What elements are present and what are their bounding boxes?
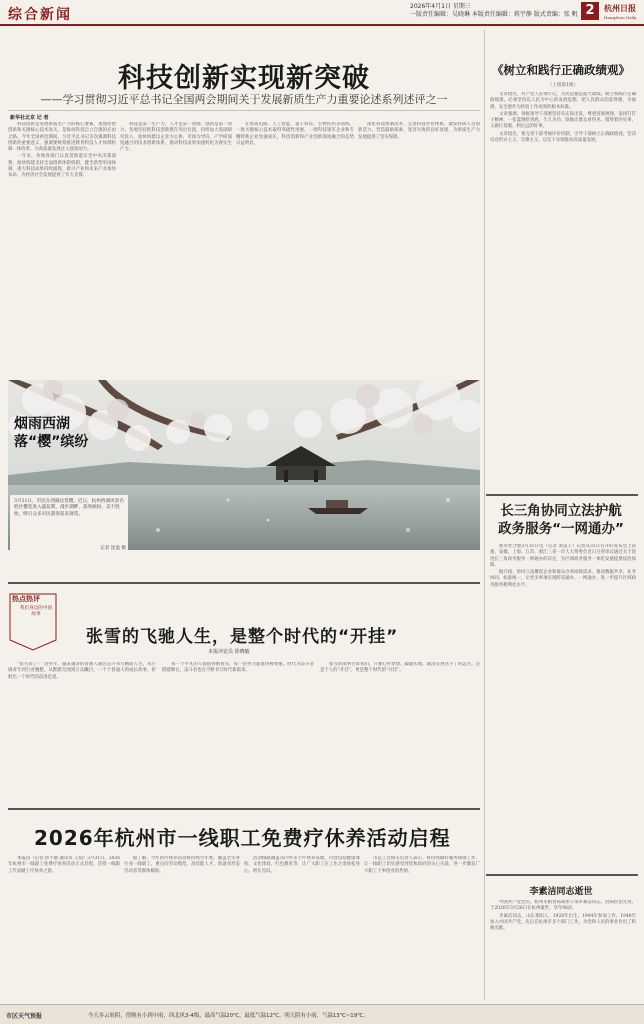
masthead-meta [410,3,580,19]
hangzhou-story-column-2 [124,856,240,998]
divider [486,874,638,876]
paragraph: 张雪的故事告诉我们，只要心怀梦想、脚踏实地，就没有到达不了的远方。这是个人的“开挂”，更是整个时代的“开挂”。 [320,662,480,674]
divider [8,582,480,584]
paragraph: “张雪来了！”这些年，越来越多的普通人通过奋斗书写精彩人生。从小镇青年到行业翘楚，从默默无闻到万众瞩目，一个个普通人的成长故事，折射出一个时代的奋进足迹。 [8,662,156,680]
paragraph: 本报讯（记者 蒋宇静 通讯员 王仙）3月31日，2026年杭州市一线职工免费疗休养活动正式启程，首批一线职工代表踏上疗休养之旅。 [8,856,120,874]
paragraph: 科技创新是发展新质生产力的核心要素，加强原始创新和关键核心技术攻关，是推动科技自立自强的必由之路。今年全国两会期间，习近平总书记多次强调科技创新的重要意义，强调要统筹推进教育科技人才体制机制一体改革，为高质量发展注入强劲动力。 [8,122,116,153]
main-story-column-2 [120,122,232,376]
hot-comment-tag: 热点热评 [12,595,40,603]
hot-comment-column-1 [8,662,156,792]
divider [486,494,638,496]
hot-comment-headline: 张雪的飞驰人生，是整个时代的“开挂” [86,627,399,647]
section-title: 综合新闻 [8,7,72,23]
hangzhou-story-column-3 [244,856,360,998]
right-article-1-title: 《树立和践行正确政绩观》 [492,63,630,77]
paper-name [604,4,636,22]
paragraph: 据介绍，协同立法聚焦企业和群众办事高频需求，推动数据共享、业务协同、标准统一，让更多事项实现跨省通办、一网通办，进一步提升区域政务服务便利化水平。 [490,570,636,588]
paragraph: 在集成电路、人工智能、量子科技、生物医药等领域，一批关键核心技术取得突破性进展，一批科技领军企业和专精特新企业快速成长，科技创新和产业创新深度融合的态势日益明显。 [236,122,354,146]
paragraph: 据了解，今年的疗休养活动将持续至年底，覆盖全市各行业一线职工，重点向劳动模范、高技能人才、新就业形态劳动者等群体倾斜。 [124,856,240,874]
paper-name-en: Hangzhou Daily [604,15,637,20]
right-article-2-body [490,544,636,868]
paragraph: 新华社合肥3月31日电（记者 刘美子）记者从31日召开的发布会上获悉，安徽、上海、江苏、浙江三省一市人大常委会近日分别审议通过关于促进长三角政务服务一网通办的决定，为区域政务服务一体化发展提供法治保障。 [490,544,636,568]
paragraph: 每一个平凡的人都值得被看见，每一份努力都值得被尊重。时代为奋斗者搭建舞台，奋斗者也在不断书写时代新篇章。 [162,662,314,674]
hot-comment-byline: 本报评论员 徐晓敏 [208,649,250,655]
page-number: 2 [581,2,599,20]
hangzhou-story-headline: 2026年杭州市一线职工免费疗休养活动启程 [34,826,451,850]
main-subhead: ——学习贯彻习近平总书记全国两会期间关于发展新质生产力重要论述系列述评之一 [40,93,448,106]
main-headline: 科技创新实现新突破 [118,63,370,94]
main-story-column-1 [8,122,116,376]
right-article-3-body [490,900,636,1000]
paragraph: 一年来，各地各部门认真贯彻落实党中央决策部署，加快构建支持全面创新体制机制，健全新型举国体制，重大科技成果持续涌现，新兴产业和未来产业加快布局，为经济社会发展提供了有力支撑。 [8,154,116,179]
issue-date: 2026年4月1日 星期三 [410,3,471,10]
hangzhou-story-column-4 [364,856,480,998]
weather-text: 今天多云转阴，傍晚有小到中雨，西北风3-4级，最高气温20℃，最低气温12℃。明天阴有小雨，气温13℃~19℃。 [88,1013,369,1019]
hot-comment-column-2 [162,662,314,792]
paragraph: 深化科技体制改革，完善科技评价体系，激发科研人员创新活力，营造鼓励探索、宽容失败的良好氛围，为新质生产力发展提供了坚实保障。 [358,122,480,140]
photo-credit: 记者 沈盈 摄 [100,546,126,551]
paragraph: 科技是第一生产力、人才是第一资源、创新是第一动力。各地坚持把科技创新摆在突出位置，持续加大基础研究投入，加快构建以企业为主体、市场为导向、产学研深度融合的技术创新体系，推动科技成果加速转化为现实生产力。 [120,122,232,153]
paragraph: 李素洁同志，山东莱阳人，1928年出生，1944年参加工作，1948年加入中国共产党。先后在杭州市多个部门工作，为党和人民的事业作出了积极贡献。 [490,913,636,932]
right-article-1-note: （上接第1版） [547,83,579,88]
main-story-column-4 [358,122,480,376]
main-byline: 新华社北京 记 者 [10,115,49,121]
right-article-2-title: 长三角协同立法护航 政务服务“一网通办” [498,503,624,537]
main-story-column-3 [236,122,354,376]
divider [8,110,480,111]
hot-comment-subtitle: 我们身边的中国故事 [19,606,53,617]
weather-label: 市区天气预报 [6,1013,43,1020]
right-article-3-title: 李素洁同志逝世 [529,887,593,897]
photo-caption-title: 烟雨西湖 落“樱”缤纷 [14,416,89,450]
paper-name-cn: 杭州日报 [604,3,636,13]
editors-line: 一版责任编辑：吴晓琳 本版责任编辑：蒋宇静 版式责编：张 帆 [410,11,578,18]
paragraph: 市总工会相关负责人表示，将持续做好服务保障工作，让一线职工切实感受到党和政府的关心关爱，进一步激发广大职工干事创业的热情。 [364,856,480,874]
paragraph: 文章指出，共产党人必须牢记，为民造福是最大政绩。树立和践行正确政绩观，必须坚持以人民为中心的发展思想，把人民群众的获得感、幸福感、安全感作为检验工作成效的根本标准。 [490,92,636,110]
paragraph: 文章指出，要完善干部考核评价机制，引导干部树立正确政绩观，坚决反对形式主义、官僚主义，以实干实绩推动高质量发展。 [490,131,636,144]
hot-comment-column-3 [320,662,480,792]
column-divider [484,30,485,1000]
photo-caption-body: 3月31日，市民在西湖边赏樱。近日，杭州西湖风景名胜区樱花进入盛花期，漫步湖畔，落英缤纷，美不胜收，吸引众多市民游客前来观赏。 [14,499,124,517]
photo-caption [10,416,128,553]
paragraph: 中国共产党党员、杭州市粮食局离休干部李素洁同志，因病医治无效，于2026年3月26日在杭州逝世，享年98岁。 [490,900,636,912]
paragraph: 文章强调，各级领导干部要坚持从实际出发，尊重客观规律，发扬钉钉子精神，一张蓝图绘到底，久久为功，既做让群众看得见、摸得着的实事，又做打基础、利长远的好事。 [490,111,636,130]
masthead [0,0,644,26]
divider [8,808,480,810]
hangzhou-story-column-1 [8,856,120,998]
paragraph: 活动线路涵盖省内外多个疗休养基地，内容包括健康体检、文化体验、红色教育等，让广大职工在工作之余放松身心、增长见识。 [244,856,360,874]
right-article-1-body [490,92,636,488]
